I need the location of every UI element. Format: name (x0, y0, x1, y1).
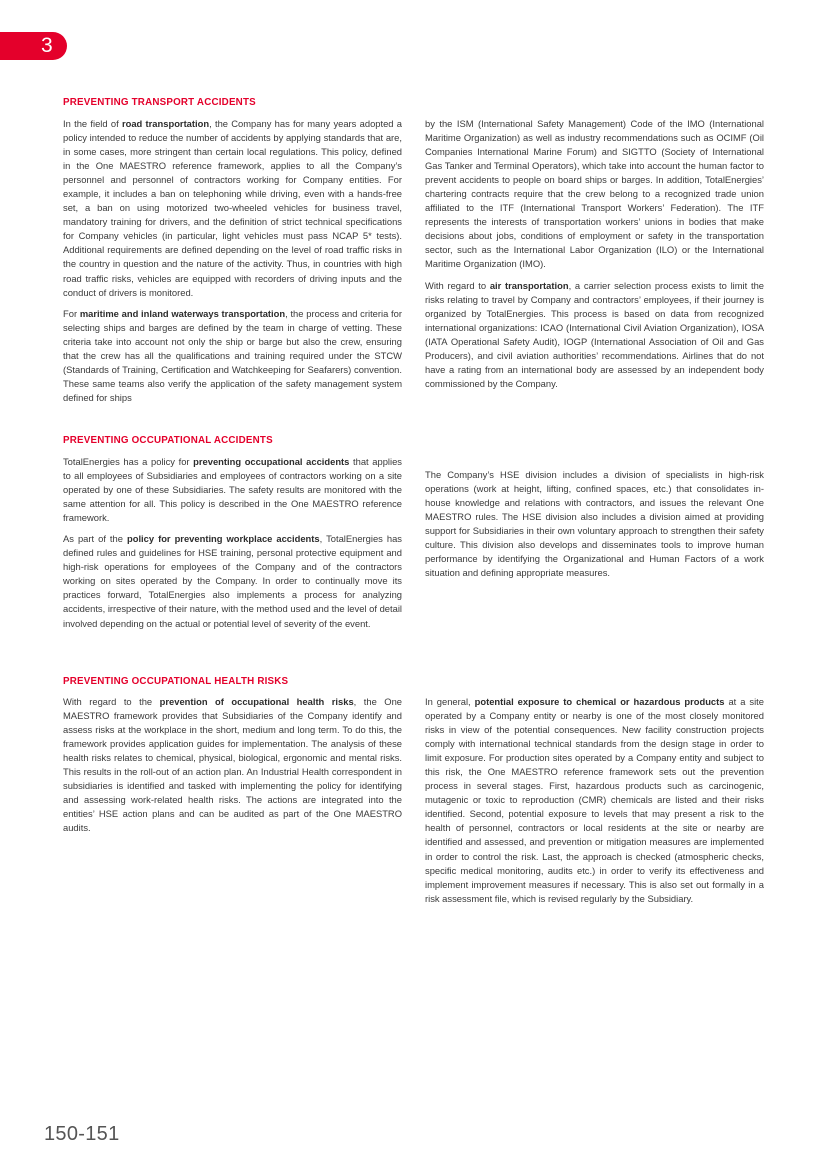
paragraph: The Company’s HSE division includes a division of specialists in high-risk operations (work at height, lifting, confined spaces, etc.) that consolidates in-house knowledge and relations with contractors, and issues the relevant One MAESTRO rules. The HSE division also includes a division aimed at providing support for Subsidiaries in their own voluntary approach to strengthen their safety culture. This division also develops and disseminates tools to improve human performance by identifying the Organizational and Human Factors of a work situation and defining appropriate measures. (425, 469, 764, 579)
transport-right-column (425, 117, 764, 398)
health-risks-left-column (63, 695, 402, 842)
paragraph: As part of the policy for preventing workplace accidents, TotalEnergies has defined rules and guidelines for HSE training, personal protective equipment and high-risk operations for employees of the Company and of the contractors working on sites operated by the Company. In order to continually move its practices forward, TotalEnergies also implements a process for analyzing accidents, irrespective of their nature, with the method used and the level of detail involved depending on the actual or potential level of severity of the event. (63, 533, 402, 629)
section-heading-health-risks: PREVENTING OCCUPATIONAL HEALTH RISKS (63, 676, 289, 687)
health-risks-right-column (425, 695, 764, 913)
occupational-accidents-left-column (63, 455, 402, 638)
paragraph: In general, potential exposure to chemical or hazardous products at a site operated by a Company entity or nearby is one of the most closely monitored risks in view of the potential consequences. New facility construction projects comply with international technical standards from the design stage in order to limit exposure. For production sites operated by a Company entity and subject to this risk, the One MAESTRO reference framework sets out the prevention process in several stages. First, hazardous products such as carcinogenic, mutagenic or toxic to reproduction (CMR) chemicals are listed and their risks identified. Second, potential exposure to levels that may present a risk to the health of personnel, contractors or local residents at the site or nearby are identified and assessed, and prevention or mitigation measures are implemented in order to control the risk. Last, the approach is checked (atmospheric checks, specific medical monitoring, audits etc.) in order to verify its effectiveness and implement improvement measures if necessary. This is also set out formally in a risk assessment file, which is revised regularly by the Subsidiary. (425, 696, 764, 904)
chapter-tab (0, 32, 67, 60)
emphasis: road transportation (121, 118, 210, 129)
emphasis: prevention of occupational health risks (159, 696, 354, 707)
emphasis: air transportation (489, 279, 569, 291)
emphasis: potential exposure to chemical or hazardous products (474, 696, 725, 707)
section-heading-transport: PREVENTING TRANSPORT ACCIDENTS (63, 97, 256, 108)
paragraph: by the ISM (International Safety Management) Code of the IMO (International Maritime Organization) as well as industry recommendations such as OCIMF (Oil Companies International Marine Forum) and SIGTTO (Society of International Gas Tanker and Terminal Operators), which take into account the human factor to prevent accidents to people on board ships or barges. In addition, TotalEnergies’ chartering contracts require that the crew belong to a recognized trade union affiliated to the ITF (International Transport Workers’ Federation). The ITF represents the interests of transportation workers’ unions in bodies that make decisions about jobs, conditions of employment or safety in the transportation sector, such as the International Labor Organization (ILO) or the International Maritime Organization (IMO). (425, 118, 764, 270)
emphasis: preventing occupational accidents (193, 456, 350, 467)
paragraph: TotalEnergies has a policy for preventing occupational accidents that applies to all employees of Subsidiaries and employees of contractors working on a site operated by one of these Subsidiaries. The safety results are monitored with the same attention for all. This policy is described in the One MAESTRO reference framework. (63, 456, 402, 524)
emphasis: policy for preventing workplace accidents (126, 533, 320, 545)
emphasis: maritime and inland waterways transportation (79, 307, 286, 319)
chapter-number: 3 (41, 34, 53, 57)
section-heading-occupational-accidents: PREVENTING OCCUPATIONAL ACCIDENTS (63, 435, 273, 446)
paragraph: With regard to the prevention of occupational health risks, the One MAESTRO framework provides that Subsidiaries of the Company identify and assess risks at the workplace in the short, medium and long term. To do this, the framework provides application guides for implementation. The analysis of these health risks relates to chemical, physical, biological, ergonomic and mental risks. This results in the roll-out of an action plan. An Industrial Health correspondent in subsidiaries is identified and tasked with implementing the policy for identifying and assessing work-related health risks. The actions are integrated into the entities’ HSE action plans and can be audited as part of the One MAESTRO audits. (63, 696, 402, 834)
paragraph: For maritime and inland waterways transportation, the process and criteria for selecting ships and barges are defined by the team in charge of vetting. These criteria take into account not only the ship or barge but also the crew, ensuring that the crew has all the qualifications and training required under the STCW (Standards of Training, Certification and Watchkeeping for Seafarers) convention. These same teams also verify the application of the safety management system defined for ships (63, 307, 402, 403)
transport-left-column (63, 117, 402, 412)
occupational-accidents-right-column (425, 468, 764, 587)
paragraph: With regard to air transportation, a carrier selection process exists to limit the risks relating to travel by Company and contractors’ employees, if their journey is organized by TotalEnergies. This process is based on data from recognized international organizations: ICAO (International Civil Aviation Organization), IOSA (IATA Operational Safety Audit), IOGP (International Association of Oil and Gas Producers), and civil aviation authorities’ recommendations. Airlines that do not have a rating from an international body are assessed by an independent body commissioned by the Company. (425, 279, 764, 389)
page-number: 150-151 (44, 1123, 120, 1145)
paragraph: In the field of road transportation, the Company has for many years adopted a policy intended to reduce the number of accidents by applying standards that are, in some cases, more stringent than certain local regulations. This policy, defined in the One MAESTRO reference framework, applies to all the Company’s personnel and personnel of contractors working for Company entities. For example, it includes a ban on telephoning while driving, even with a hands-free set, a ban on using motorized two-wheeled vehicles for business travel, mandatory training for drivers, and the definition of strict technical specifications for Company vehicles (in particular, light vehicles must pass NCAP 5* tests). Additional requirements are defined depending on the level of road traffic risks in the country in question and the nature of the activity. Thus, in countries with high road traffic risks, vehicles are equipped with recorders of driving inputs and the conduct of drivers is monitored. (63, 118, 403, 298)
